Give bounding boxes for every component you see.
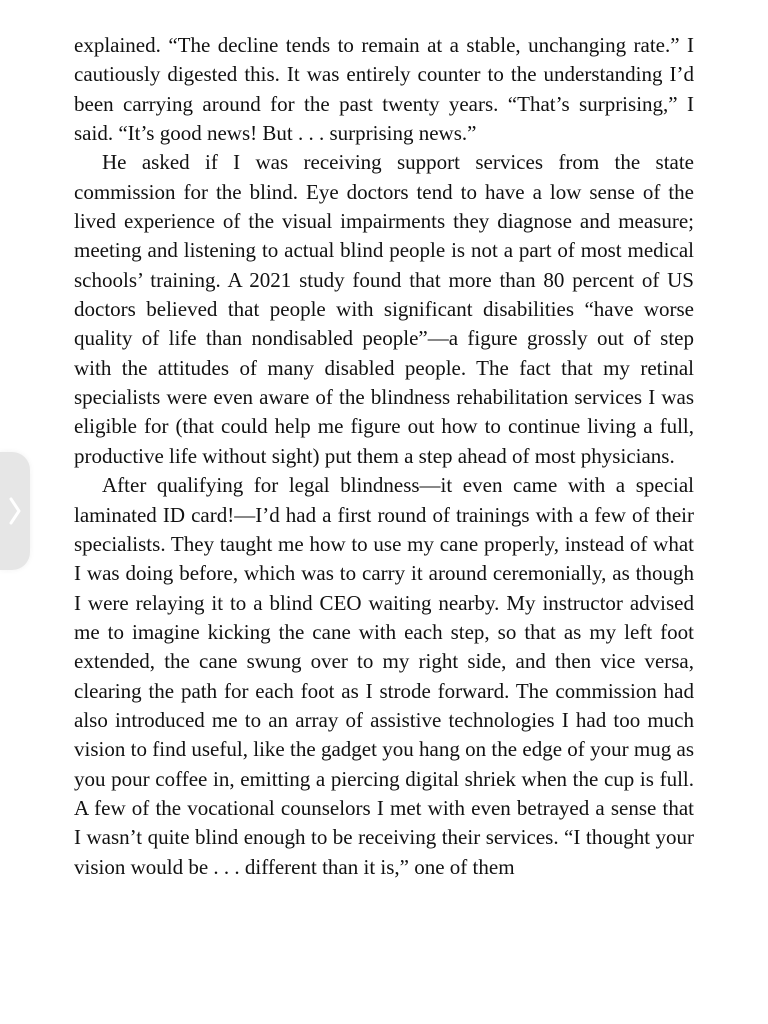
page-text	[74, 31, 694, 882]
paragraph: He asked if I was receiving support services from the state commission for the blind. Eye doctors tend to have a low sense of the lived experience of the visual impairments they diagnose and measure; meeting and listening to actual blind people is not a part of most medical schools’ training. A 2021 study found that more than 80 percent of US doctors believed that people with significant disabilities “have worse quality of life than nondisabled people”—a figure grossly out of step with the attitudes of many disabled people. The fact that my retinal specialists were even aware of the blindness rehabilitation services I was eligible for (that could help me figure out how to continue living a full, productive life without sight) put them a step ahead of most physicians.	[74, 150, 694, 468]
chevron-right-icon	[9, 497, 21, 525]
next-page-tab[interactable]	[0, 452, 30, 570]
paragraph: After qualifying for legal blindness—it even came with a special laminated ID card!—I’d had a first round of trainings with a few of their specialists. They taught me how to use my cane properly, instead of what I was doing before, which was to carry it around ceremonially, as though I were relaying it to a blind CEO waiting nearby. My instructor advised me to imagine kicking the cane with each step, so that as my left foot extended, the cane swung over to my right side, and then vice versa, clearing the path for each foot as I strode forward. The commission had also introduced me to an array of assistive technologies I had too much vision to find useful, like the gadget you hang on the edge of your mug as you pour coffee in, emitting a piercing digital shriek when the cup is full. A few of the vocational counselors I met with even betrayed a sense that I wasn’t quite blind enough to be receiving their services. “I thought your vision would be . . . different than it is,” one of them	[74, 473, 694, 879]
paragraph-continued: explained. “The decline tends to remain at a stable, unchanging rate.” I cautiously digested this. It was entirely counter to the understanding I’d been carrying around for the past twenty years. “That’s surprising,” I said. “It’s good news! But . . . surprising news.”	[74, 33, 694, 146]
